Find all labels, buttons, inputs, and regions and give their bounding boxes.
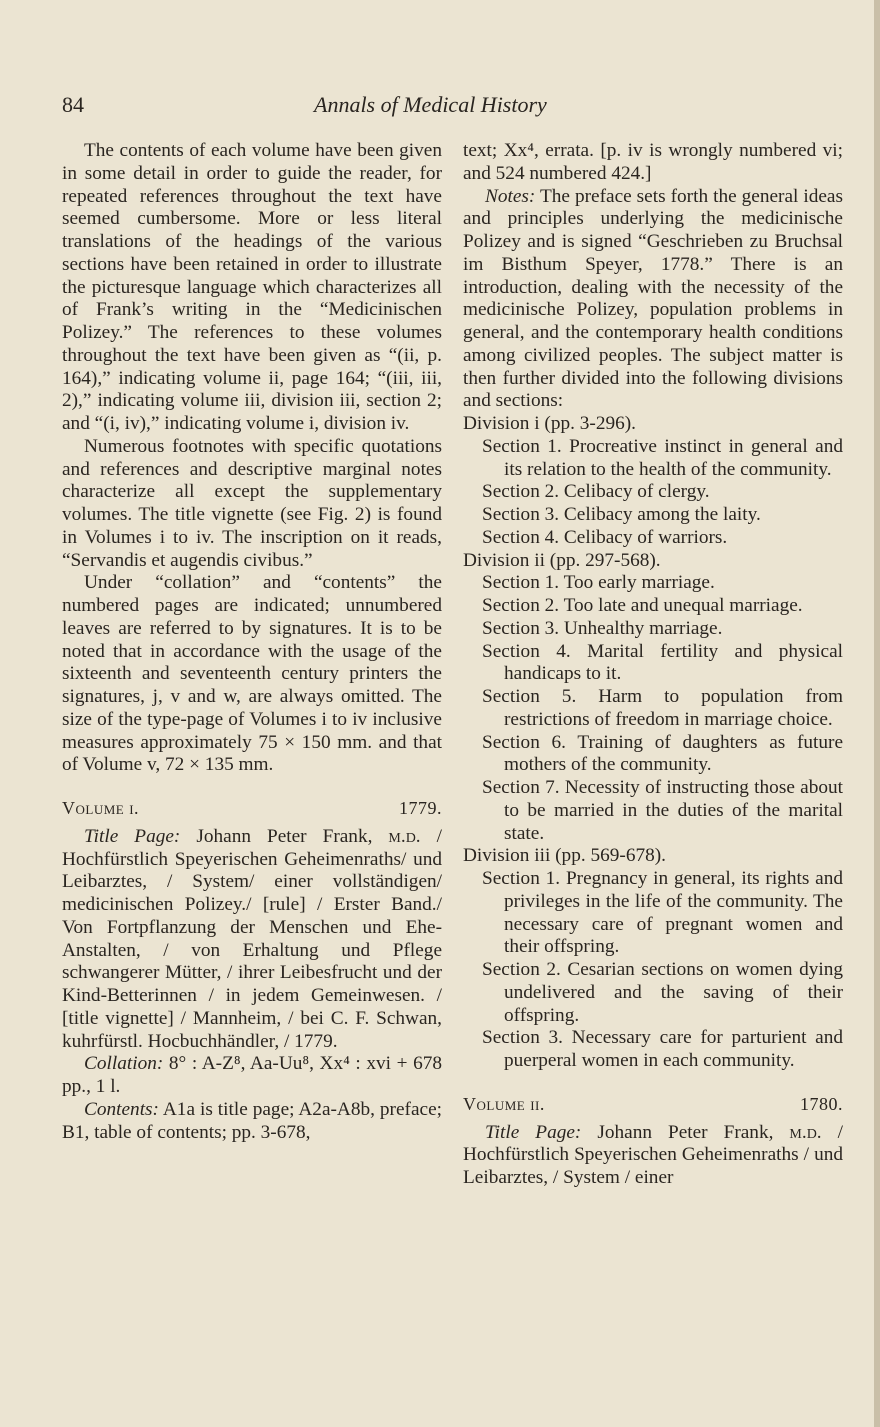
title-page-2-text: / Hochfürstlich Speyerischen Geheimenraths / und Leibarztes, / System / einer xyxy=(463,1121,843,1188)
division-2-section-5: Section 5. Harm to population from restrictions of freedom in marriage choice. xyxy=(482,686,843,730)
division-1-section-3: Section 3. Celibacy among the laity. xyxy=(482,504,761,525)
division-2-section-3: Section 3. Unhealthy marriage. xyxy=(482,617,723,639)
collation-text: 8° : A-Z⁸, Aa-Uu⁸, Xx⁴ : xvi + 678 pp., 1 l. xyxy=(62,1053,442,1097)
volume-1-collation xyxy=(62,1053,442,1099)
notes-label: Notes: xyxy=(485,185,536,207)
division-2-section-2: Section 2. Too late and unequal marriage. xyxy=(482,595,803,616)
volume-1-notes xyxy=(463,186,843,414)
title-page-2-label: Title Page: xyxy=(485,1121,582,1143)
contents-label: Contents: xyxy=(84,1098,159,1120)
division-3-section-1: Section 1. Pregnancy in general, its rights and privileges in the life of the community. The necessary care of pregnant women and their offspring. xyxy=(482,868,843,958)
division-1-section-4: Section 4. Celibacy of warriors. xyxy=(482,526,728,548)
page-edge-shadow xyxy=(874,0,880,1427)
division-3-section-2: Section 2. Cesarian sections on women dying undelivered and the saving of their offspring. xyxy=(482,959,843,1026)
contents-text: A1a is title page; A2a-A8b, preface; B1, table of contents; pp. 3-678, xyxy=(62,1098,442,1143)
volume-2-heading xyxy=(463,1093,843,1116)
division-1-heading: Division i (pp. 3-296). xyxy=(463,413,636,434)
intro-paragraph: The contents of each volume have been given in some detail in order to guide the reader, for repeated references throughout the text have seemed cumbersome. More or less literal translations of the headings of the various sections have been retained in order to illustrate the picturesque language which characterizes all of Frank’s writing in the “Medicinischen Polizey.” The references to these volumes throughout the text have been given as “(ii, p. 164),” indicating volume ii, page 164; “(iii, iii, 2),” indicating volume iii, division iii, section 2; and “(i, iv),” indicating volume i, division iv. xyxy=(62,140,442,434)
volume-1-heading xyxy=(62,797,442,820)
contents-continuation: text; Xx⁴, errata. [p. iv is wrongly numbered vi; and 524 numbered 424.] xyxy=(463,140,843,184)
division-3-heading: Division iii (pp. 569-678). xyxy=(463,845,666,867)
page-header xyxy=(62,92,842,122)
title-page-author: Johann Peter Frank, xyxy=(180,825,389,847)
title-page-label: Title Page: xyxy=(84,825,181,847)
footnotes-paragraph: Numerous footnotes with specific quotations and references and descriptive marginal notes characterize all except the supplementary volumes. The title vignette (see Fig. 2) is found in Volumes i to iv. The inscription on it reads, “Servandis et augendis civibus.” xyxy=(62,435,442,571)
volume-2-title-page xyxy=(463,1122,843,1190)
volume-1-label: Volume i. xyxy=(62,798,140,818)
volume-1-year: 1779. xyxy=(399,798,442,818)
title-page-text: / Hochfürstlich Speyerischen Geheimenraths/ und Leibarztes, / System/ einer vollständigen/ medicinischen Polizey./ [rule] / Erster Band./ Von Fortpflanzung der Menschen und Ehe-Anstalten, / von Erhaltung und Pflege schwangerer Mütter, / ihrer Leibesfrucht und der Kind-Betterinnen / in jedem Gemeinwesen. / [title vignette] / Mannheim, / bei C. F. Schwan, kuhrfürstl. Hocbuchhändler, / 1779. xyxy=(62,825,442,1052)
volume-1-title-page xyxy=(62,826,442,1054)
running-title: Annals of Medical History xyxy=(314,92,547,117)
collation-paragraph: Under “collation” and “contents” the numbered pages are indicated; unnumbered leaves are referred to by signatures. It is to be noted that in accordance with the usage of the sixteenth and seventeenth century printers the signatures, j, v and w, are always omitted. The size of the type-page of Volumes i to iv inclusive measures approximately 75 × 150 mm. and that of Volume v, 72 × 135 mm. xyxy=(62,572,442,776)
division-2-section-6: Section 6. Training of daughters as future mothers of the community. xyxy=(482,731,843,776)
title-page-degree: m.d. xyxy=(388,825,421,847)
volume-2-label: Volume ii. xyxy=(463,1093,545,1114)
page-number: 84 xyxy=(62,92,84,117)
division-2-section-4: Section 4. Marital fertility and physical handicaps to it. xyxy=(482,640,843,685)
division-2-section-1: Section 1. Too early marriage. xyxy=(482,572,715,594)
division-1-section-2: Section 2. Celibacy of clergy. xyxy=(482,481,710,503)
division-2-section-7: Section 7. Necessity of instructing those about to be married in the duties of the marital state. xyxy=(482,777,843,844)
notes-text: The preface sets forth the general ideas and principles underlying the medicinische Polizey and is signed “Geschrieben zu Bruchsal im Bisthum Speyer, 1778.” There is an introduction, dealing with the necessity of the medicinische Polizey, population problems in general, and the contemporary health conditions among civilized peoples. The subject matter is then further divided into the following divisions and sections: xyxy=(463,185,843,412)
title-page-2-author: Johann Peter Frank, xyxy=(581,1121,790,1143)
division-3-section-3: Section 3. Necessary care for parturient and puerperal women in each community. xyxy=(482,1027,843,1071)
right-column xyxy=(463,140,843,1190)
collation-label: Collation: xyxy=(84,1053,164,1075)
volume-1-contents xyxy=(62,1099,442,1145)
volume-2-year: 1780. xyxy=(800,1093,843,1114)
division-1-section-1: Section 1. Procreative instinct in general and its relation to the health of the community. xyxy=(482,435,843,480)
title-page-2-degree: m.d. xyxy=(789,1121,822,1143)
left-column xyxy=(62,140,442,1144)
division-2-heading: Division ii (pp. 297-568). xyxy=(463,549,661,571)
